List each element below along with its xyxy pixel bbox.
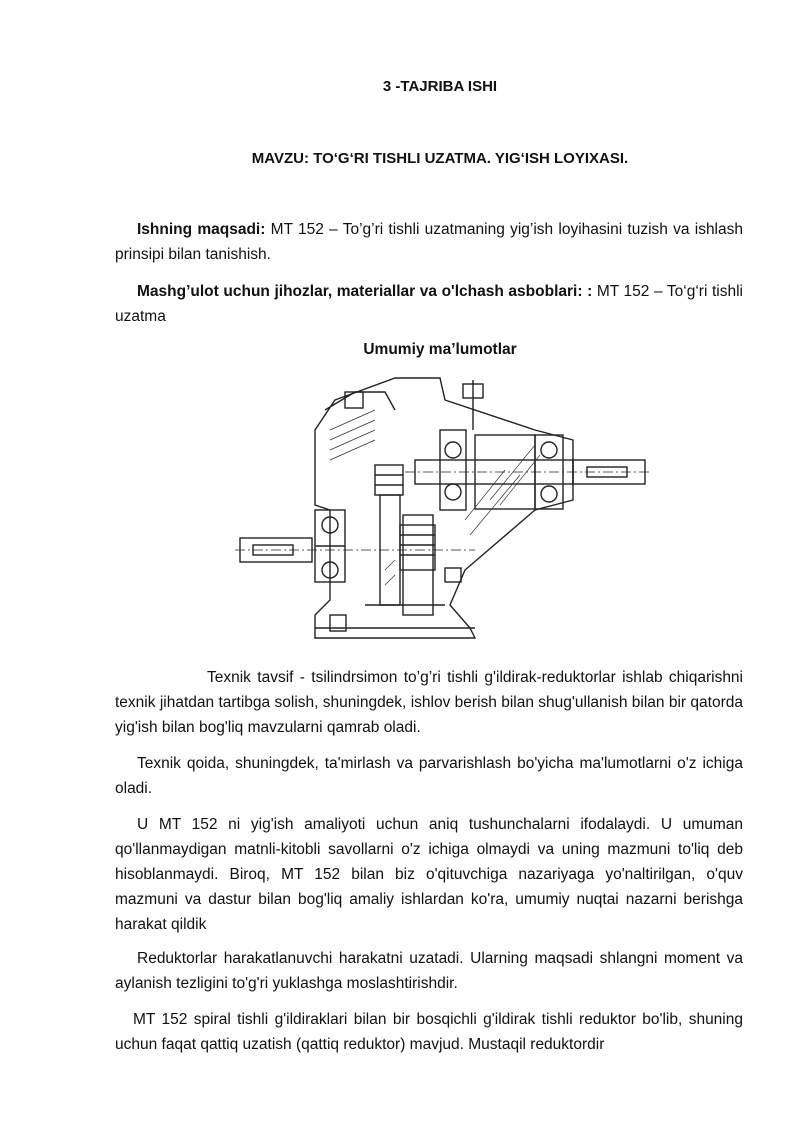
page-title: 3 -TAJRIBA ISHI	[382, 78, 498, 95]
goal-paragraph	[115, 217, 743, 267]
paragraph-reducers: Reduktorlar harakatlanuvchi harakatni uzatadi. Ularning maqsadi shlangni moment va aylanish tezligini to'g'ri yuklashga moslashtirishdir.	[115, 950, 743, 992]
paragraph-technical-rule: Texnik qoida, shuningdek, ta'mirlash va parvarishlash bo'yicha ma'lumotlarni o'z ichiga oladi.	[115, 755, 743, 797]
goal-label: Ishning maqsadi:	[137, 221, 266, 238]
paragraph-assembly-practice: U MT 152 ni yig'ish amaliyoti uchun aniq tushunchalarni ifodalaydi. U umuman qo'llanmaydigan matnli-kitobli savollarni o'z ichiga olmaydi va uning mazmuni to'liq deb hisoblanmaydi. Biroq, MT 152 bilan biz o'qituvchiga nazariyaga yo'naltirilgan, o'quv mazmuni va dastur bilan bog'liq amaliy ishlardan ko'ra, umumiy nuqtai nazarni berishga harakat qildik	[115, 816, 743, 933]
gear-reducer-drawing	[235, 370, 650, 645]
goal-text: MT 152 – To’g’ri tishli uzatmaning yig’ish loyihasini tuzish va ishlash prinsipi bilan tanishish.	[115, 221, 743, 263]
paragraph-mt152: MT 152 spiral tishli g'ildiraklari bilan bir bosqichli g'ildirak tishli reduktor bo'lib, shuning uchun faqat qattiq uzatish (qattiq reduktor) mavjud. Mustaqil reduktordir	[115, 1011, 743, 1053]
equipment-label: Mashg’ulot uchun jihozlar, materiallar va o'lchash asboblari: :	[137, 283, 593, 300]
equipment-paragraph	[115, 279, 743, 329]
section-heading: Umumiy ma’lumotlar	[363, 341, 517, 358]
paragraph-technical-description: Texnik tavsif - tsilindrsimon to’g’ri tishli g'ildirak-reduktorlar ishlab chiqarishni texnik jihatdan tartibga solish, shuningdek, ishlov berish bilan shug'ullanish bilan bir qatorda yig'ish bilan bog'liq mavzularni qamrab oladi.	[115, 669, 743, 736]
equipment-text: MT 152 – To‘g‘ri tishli uzatma	[115, 283, 743, 325]
subject-heading: MAVZU: TO‘G‘RI TISHLI UZATMA. YIG‘ISH LOYIXASI.	[251, 150, 629, 167]
